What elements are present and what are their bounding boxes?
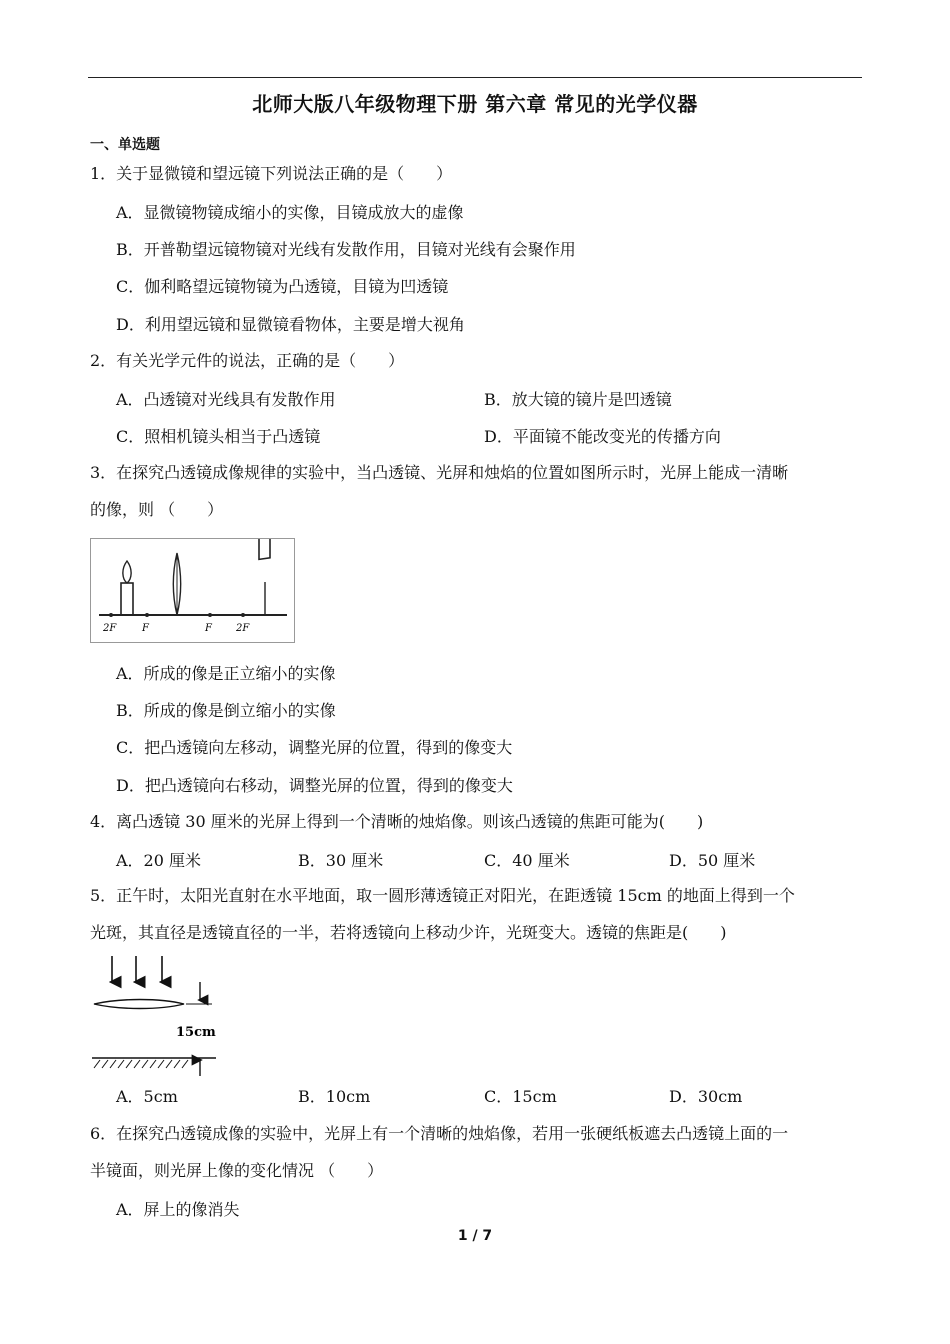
question-3-option-c: C．把凸透镜向左移动，调整光屏的位置，得到的像变大	[116, 738, 513, 757]
label-2f-right: 2F	[236, 623, 250, 634]
page-number: 1 / 7	[457, 1228, 493, 1244]
label-2f-left: 2F	[103, 623, 117, 634]
question-1-stem: 1．关于显微镜和望远镜下列说法正确的是（ ）	[90, 164, 453, 183]
question-2-option-d: D．平面镜不能改变光的传播方向	[484, 427, 721, 446]
question-3-option-d: D．把凸透镜向右移动，调整光屏的位置，得到的像变大	[116, 776, 513, 795]
question-3-option-a: A．所成的像是正立缩小的实像	[116, 664, 336, 683]
question-5-option-c: C．15cm	[484, 1087, 557, 1106]
question-3-stem-line2: 的像，则 （ ）	[90, 500, 224, 519]
lens-bench-figure	[90, 538, 295, 643]
page-title: 北师大版八年级物理下册 第六章 常见的光学仪器	[252, 92, 698, 116]
question-5-stem-line1: 5．正午时，太阳光直射在水平地面，取一圆形薄透镜正对阳光，在距透镜 15cm 的地面上得到一个	[90, 886, 795, 905]
header-rule	[88, 77, 862, 78]
ground-hatching	[94, 1060, 188, 1068]
question-5-option-d: D．30cm	[669, 1087, 743, 1106]
focus-mark-f-left	[145, 613, 149, 617]
question-1-option-c: C．伽利略望远镜物镜为凸透镜，目镜为凹透镜	[116, 277, 449, 296]
question-5-stem-line2: 光斑，其直径是透镜直径的一半，若将透镜向上移动少许，光斑变大。透镜的焦距是( )	[90, 923, 727, 942]
question-2-option-b: B．放大镜的镜片是凹透镜	[484, 390, 672, 409]
question-6-stem-line1: 6．在探究凸透镜成像的实验中，光屏上有一个清晰的烛焰像，若用一张硬纸板遮去凸透镜上面的一	[90, 1124, 789, 1143]
question-3-option-b: B．所成的像是倒立缩小的实像	[116, 701, 336, 720]
question-2-option-c: C．照相机镜头相当于凸透镜	[116, 427, 321, 446]
question-2-option-a: A．凸透镜对光线具有发散作用	[116, 390, 336, 409]
question-3-stem-line1: 3．在探究凸透镜成像规律的实验中，当凸透镜、光屏和烛焰的位置如图所示时，光屏上能成一清晰	[90, 463, 789, 482]
label-f-left: F	[142, 623, 149, 634]
label-f-right: F	[205, 623, 212, 634]
thin-lens-icon	[94, 1000, 184, 1009]
question-5-option-b: B．10cm	[298, 1087, 371, 1106]
question-4-stem: 4．离凸透镜 30 厘米的光屏上得到一个清晰的烛焰像。则该凸透镜的焦距可能为( )	[90, 812, 704, 831]
lens-bench-diagram	[91, 539, 294, 642]
question-4-option-d: D．50 厘米	[669, 851, 756, 870]
screen-icon	[259, 539, 270, 559]
question-4-option-c: C．40 厘米	[484, 851, 570, 870]
focus-mark-2f-right	[241, 613, 245, 617]
question-4-option-a: A．20 厘米	[116, 851, 202, 870]
question-6-stem-line2: 半镜面，则光屏上像的变化情况 （ ）	[90, 1161, 384, 1180]
question-4-option-b: B．30 厘米	[298, 851, 384, 870]
flame-icon	[123, 561, 131, 583]
sunlight-lens-figure	[90, 952, 225, 1076]
candle-icon	[121, 583, 133, 615]
focus-mark-2f-left	[109, 613, 113, 617]
section-heading: 一、单选题	[90, 137, 160, 153]
question-2-stem: 2．有关光学元件的说法，正确的是（ ）	[90, 351, 405, 370]
distance-label: 15cm	[176, 1025, 216, 1040]
question-1-option-a: A．显微镜物镜成缩小的实像，目镜成放大的虚像	[116, 203, 464, 222]
focus-mark-f-right	[208, 613, 212, 617]
question-1-option-d: D．利用望远镜和显微镜看物体，主要是增大视角	[116, 315, 465, 334]
question-5-option-a: A．5cm	[116, 1087, 178, 1106]
question-6-option-a: A．屏上的像消失	[116, 1200, 240, 1219]
question-1-option-b: B．开普勒望远镜物镜对光线有发散作用，目镜对光线有会聚作用	[116, 240, 576, 259]
sunlight-lens-diagram	[90, 952, 225, 1076]
